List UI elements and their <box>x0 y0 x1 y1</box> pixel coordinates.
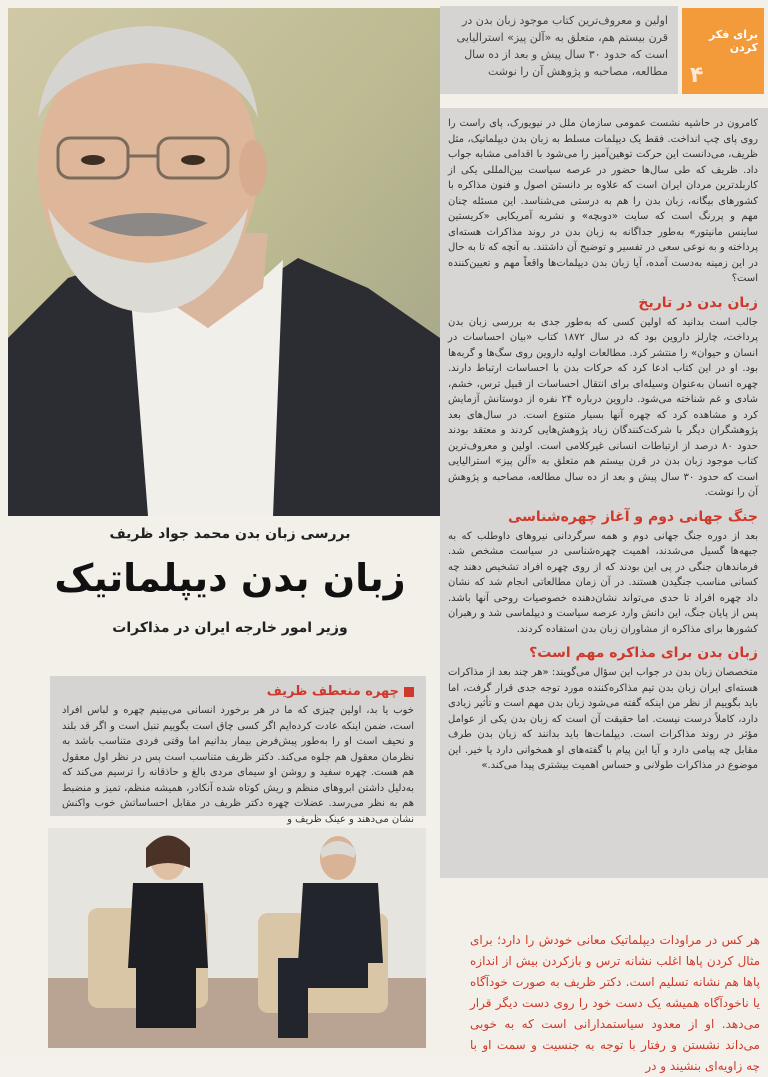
bullet-square-icon <box>404 687 414 697</box>
article-column <box>440 108 768 878</box>
subhead-negotiation: زبان بدن برای مذاکره مهم است؟ <box>529 645 758 661</box>
meeting-photo <box>48 828 426 1048</box>
kicker: بررسی زبان بدن محمد جواد ظریف <box>109 526 351 542</box>
top-strip <box>440 0 768 105</box>
box-body: خوب یا بد، اولین چیزی که ما در هر برخورد انسانی می‌بینیم چهره و لباس افراد است، ضمن اینکه عادت کرده‌ایم اگر کسی چاق است بگوییم تنبل است و اگر قد بلند و نحیف است او را به‌طور پیش‌فرض بیمار بدانیم اما وقتی فردی متناسب باشد به نظرمان معقول هم جلوه می‌کند. دکتر ظریف متناسب است پس در نظر اول معقول هم هست. چهره سفید و روشن او سیمای مردی بالغ و حاذقانه را ترسیم می‌کند که به‌دلیل داشتن ابروهای منظم و ریش کوتاه شده آنکادر، همیشه منظم، تمیز و منضبط هم به نظر می‌رسد. عضلات چهره دکتر ظریف در مقابل احساساتش خوب واکنش نشان می‌دهند و عینک ظریف و <box>62 705 414 825</box>
section-badge-number: ۴ <box>690 63 704 88</box>
box-title-text: چهره منعطف ظریف <box>266 684 399 699</box>
pull-text: هر کس در مراودات دیپلماتیک معانی خودش را دارد؛ برای مثال کردن پاها اغلب نشانه ترس و بازکردن بیش از اندازه پاها هم نشانه تسلیم است. دکتر ظریف به صورت خودآگاه یا ناخودآگاه همیشه یک دست خود را روی دست دیگر قرار می‌دهد. او از معدود سیاستمدارانی است که به خوبی می‌داند نشستن و رفتار با توجه به جنسیت و سمت او با چه زاویه‌ای بنشیند و در <box>470 933 760 1073</box>
article-history: جالب است بدانید که اولین کسی که به‌طور جدی به بررسی زبان بدن پرداخت، چارلز داروین بود که در سال ۱۸۷۲ کتاب «بیان احساسات در انسان و حیوان» را منتشر کرد. مطالعات اولیه داروین روی سگ‌ها و گربه‌ها بود. او در این کتاب ادعا کرد که حرکات بدن با احساسات ارتباط دارند. چهره انسان به‌عنوان وسیله‌ای برای انتقال احساسات از قبیل ترس، خشم، شادی و غم شناخته می‌شود. داروین درباره ۲۴ نفره از دوستانش آزمایش کرد و مشاهده کرد که چهره آنها بسیار متنوع است. در سال‌های بعد پژوهشگران دیگر با شرکت‌کنندگان زیاد پژوهش‌هایی کردند و معتقد بودند حدود ۸۰ درصد از ارتباطات انسانی غیرکلامی است. اولین و معروف‌ترین کتاب موجود زبان بدن در قرن بیستم هم متعلق به «آلن پیز» استرالیایی است که حدود ۳۰ سال پیش و بعد از ده سال مطالعه، مصاحبه و پژوهش آن را نوشت. <box>448 316 758 498</box>
zarif-portrait-photo <box>8 8 440 516</box>
subhead-history: زبان بدن در تاریخ <box>638 294 758 311</box>
portrait-illustration <box>8 8 440 516</box>
meeting-illustration <box>48 828 426 1048</box>
section-badge <box>682 8 764 94</box>
article-negotiation: متخصصان زبان بدن در جواب این سؤال می‌گویند: «هر چند بعد از مذاکرات هسته‌ای ایران زبان بدن تیم مذاکره‌کننده مورد توجه جدی قرار گرفت، اما باید بگوییم از نظر من اینکه گفته می‌شود زبان بدن مهم است و تأثیر زیادی دارد، کاملاً درست نیست. اما حقیقت آن است که زبان بدن یکی از عوامل مؤثر در روند مذاکرات است. دیپلمات‌ها باید بدانند که زبان بدن طرف مقابل چه پیامی دارد و آیا این پیام با گفته‌های او همخوانی دارد یا خیر. این موضوع در مذاکرات طولانی و حساس اهمیت بیشتری پیدا می‌کند.» <box>448 667 758 771</box>
article-ww2: بعد از دوره جنگ جهانی دوم و همه سرگردانی نیروهای داوطلب که به جبهه‌ها گسیل می‌شدند، اهمیت چهره‌شناسی در سیاست مشخص شد. فرماندهان جنگی در پی این بودند که از روی چهره افراد تشخیص دهند چه کسانی مناسب جنگیدن هستند. در آن زمان مطالعاتی انجام شد که نشان داد چهره افراد تا حدی می‌تواند نشان‌دهنده خصوصیات روحی آنها باشد. پس از پایان جنگ، این دانش وارد عرصه سیاست و دیپلماسی شد و رهبران کشورها برای مذاکره از مشاوران زبان بدن استفاده کردند. <box>448 530 758 635</box>
sidebar-box <box>50 676 426 825</box>
subhead-ww2: جنگ جهانی دوم و آغاز چهره‌شناسی <box>507 508 758 525</box>
headline: زبان بدن دیپلماتیک <box>54 556 406 600</box>
section-badge-label: برای فکر کردن <box>708 28 758 54</box>
box-title <box>62 684 414 699</box>
deck: وزیر امور خارجه ایران در مذاکرات <box>112 620 348 636</box>
top-quote: اولین و معروف‌ترین کتاب موجود زبان بدن در قرن بیستم هم، متعلق به «آلن پیز» استرالیایی است که حدود ۳۰ سال پیش و بعد از ده سال مطالعه، مصاحبه و پژوهش آن را نوشت <box>440 6 678 94</box>
article-intro: کامرون در حاشیه نشست عمومی سازمان ملل در نیویورک، پای راست را روی پای چپ انداخت. فقط یک دیپلمات مسلط به زبان بدن دیپلماتیک، مثل ظریف، می‌دانست این حرکت توهین‌آمیز را می‌شود با اقدامی مشابه جواب داد. ظریف که طی سال‌ها حضور در عرصه سیاست بین‌المللی یکی از کاربلدترین مردان ایران است که علاوه بر دانستن اصول و فنون مذاکره با کشورهای بیگانه، زبان بدن را هم به درستی می‌شناسد. این مسئله چنان مهم و پررنگ است که سایت «دوبچه» و نشریه آمریکایی «کریستین ساینس مانیتور» به‌طور جداگانه به زبان بدن در روند مذاکرات هسته‌ای پرداخته و به نوعی سعی در تفسیر و توضیح آن داشتند. به آنچه که تا به حال در این زمینه به‌دست آمده، آیا زبان بدن دیپلمات‌ها واقعاً مهم و تعیین‌کننده است؟ <box>448 118 758 284</box>
